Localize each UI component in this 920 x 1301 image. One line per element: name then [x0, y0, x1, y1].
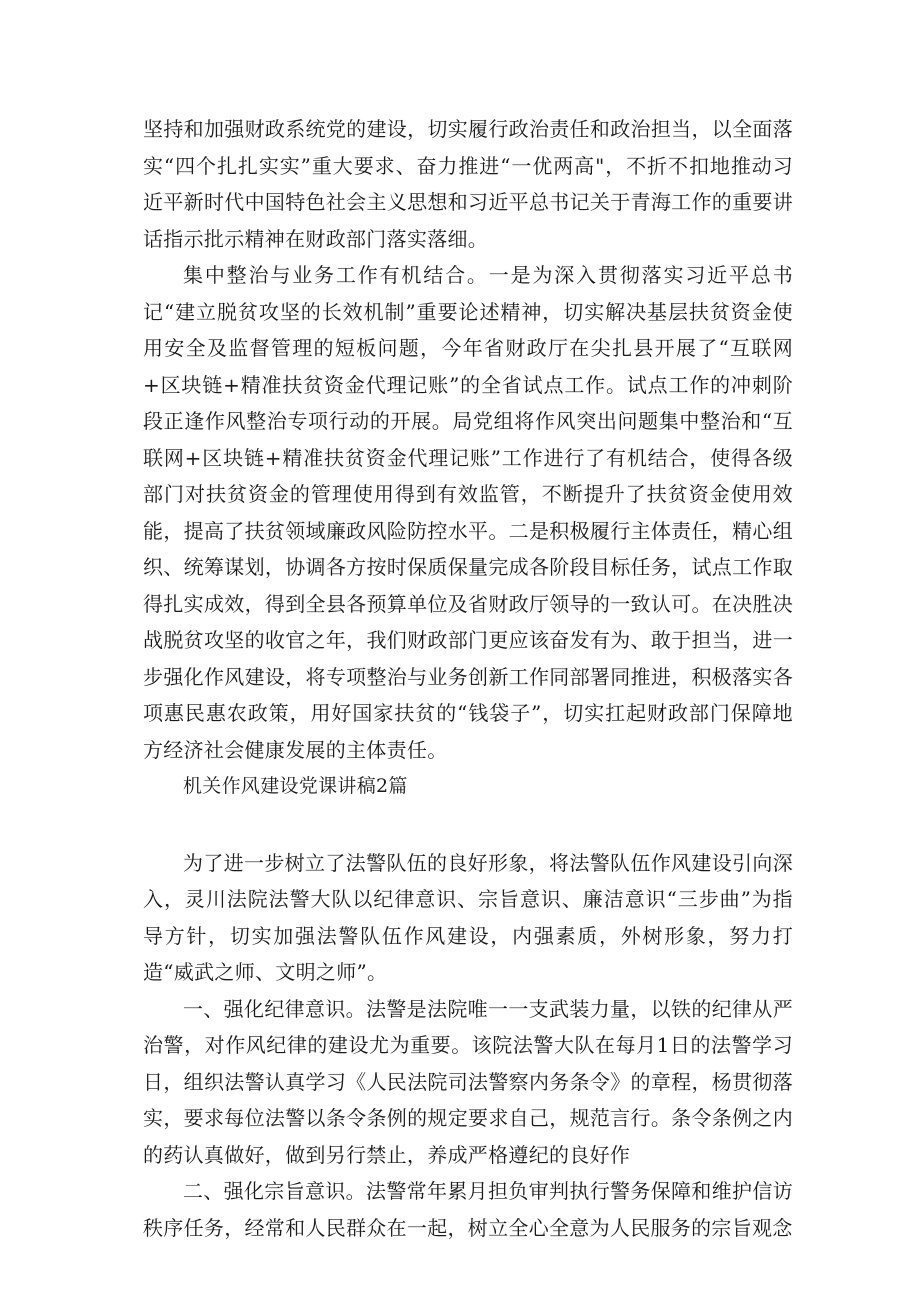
paragraph-poverty-alleviation: 集中整治与业务工作有机结合。一是为深入贯彻落实习近平总书记“建立脱贫攻坚的长效机制”重要论述精神，切实解决基层扶贫资金使用安全及监督管理的短板问题，今年省财政厅在尖扎县开展了“互联网+区块链+精准扶贫资金代理记账”的全省试点工作。试点工作的冲刺阶段正逢作风整治专项行动的开展。局党组将作风突出问题集中整治和“互联网+区块链+精准扶贫资金代理记账”工作进行了有机结合，使得各级部门对扶贫资金的管理使用得到有效监管，不断提升了扶贫资金使用效能，提高了扶贫领域廉政风险防控水平。二是积极履行主体责任，精心组织、统筹谋划，协调各方按时保质保量完成各阶段目标任务，试点工作取得扎实成效，得到全县各预算单位及省财政厅领导的一致认可。在决胜决战脱贫攻坚的收官之年，我们财政部门更应该奋发有为、敢于担当，进一步强化作风建设，将专项整治与业务创新工作同部署同推进，积极落实各项惠民惠农政策，用好国家扶贫的“钱袋子”，切实扛起财政部门保障地方经济社会健康发展的主体责任。 [143, 263, 793, 762]
section-title: 机关作风建设党课讲稿2篇 [183, 775, 408, 797]
paragraph-bailiff-intro: 为了进一步树立了法警队伍的良好形象，将法警队伍作风建设引向深入，灵川法院法警大队以纪律意识、宗旨意识、廉洁意识“三步曲”为指导方针，切实加强法警队伍作风建设，内强素质，外树形象，努力打造“威武之师、文明之师”。 [143, 850, 793, 984]
document-page [143, 111, 793, 1246]
paragraph-discipline: 一、强化纪律意识。法警是法院唯一一支武装力量，以铁的纪律从严治警，对作风纪律的建设尤为重要。该院法警大队在每月1日的法警学习日，组织法警认真学习《人民法院司法警察内务条令》的章程，杨贯彻落实，要求每位法警以条令条例的规定要求自己，规范言行。条令条例之内的药认真做好，做到另行禁止，养成严格遵纪的良好作 [143, 996, 793, 1167]
paragraph-purpose: 二、强化宗旨意识。法警常年累月担负审判执行警务保障和维护信访秩序任务，经常和人民群众在一起，树立全心全意为人民服务的宗旨观念 [143, 1179, 793, 1240]
paragraph-party-building: 坚持和加强财政系统党的建设，切实履行政治责任和政治担当，以全面落实“四个扎扎实实”重大要求、奋力推进“一优两高"，不折不扣地推动习近平新时代中国特色社会主义思想和习近平总书记关于青海工作的重要讲话指示批示精神在财政部门落实落细。 [143, 117, 793, 251]
section-spacer [143, 805, 793, 845]
